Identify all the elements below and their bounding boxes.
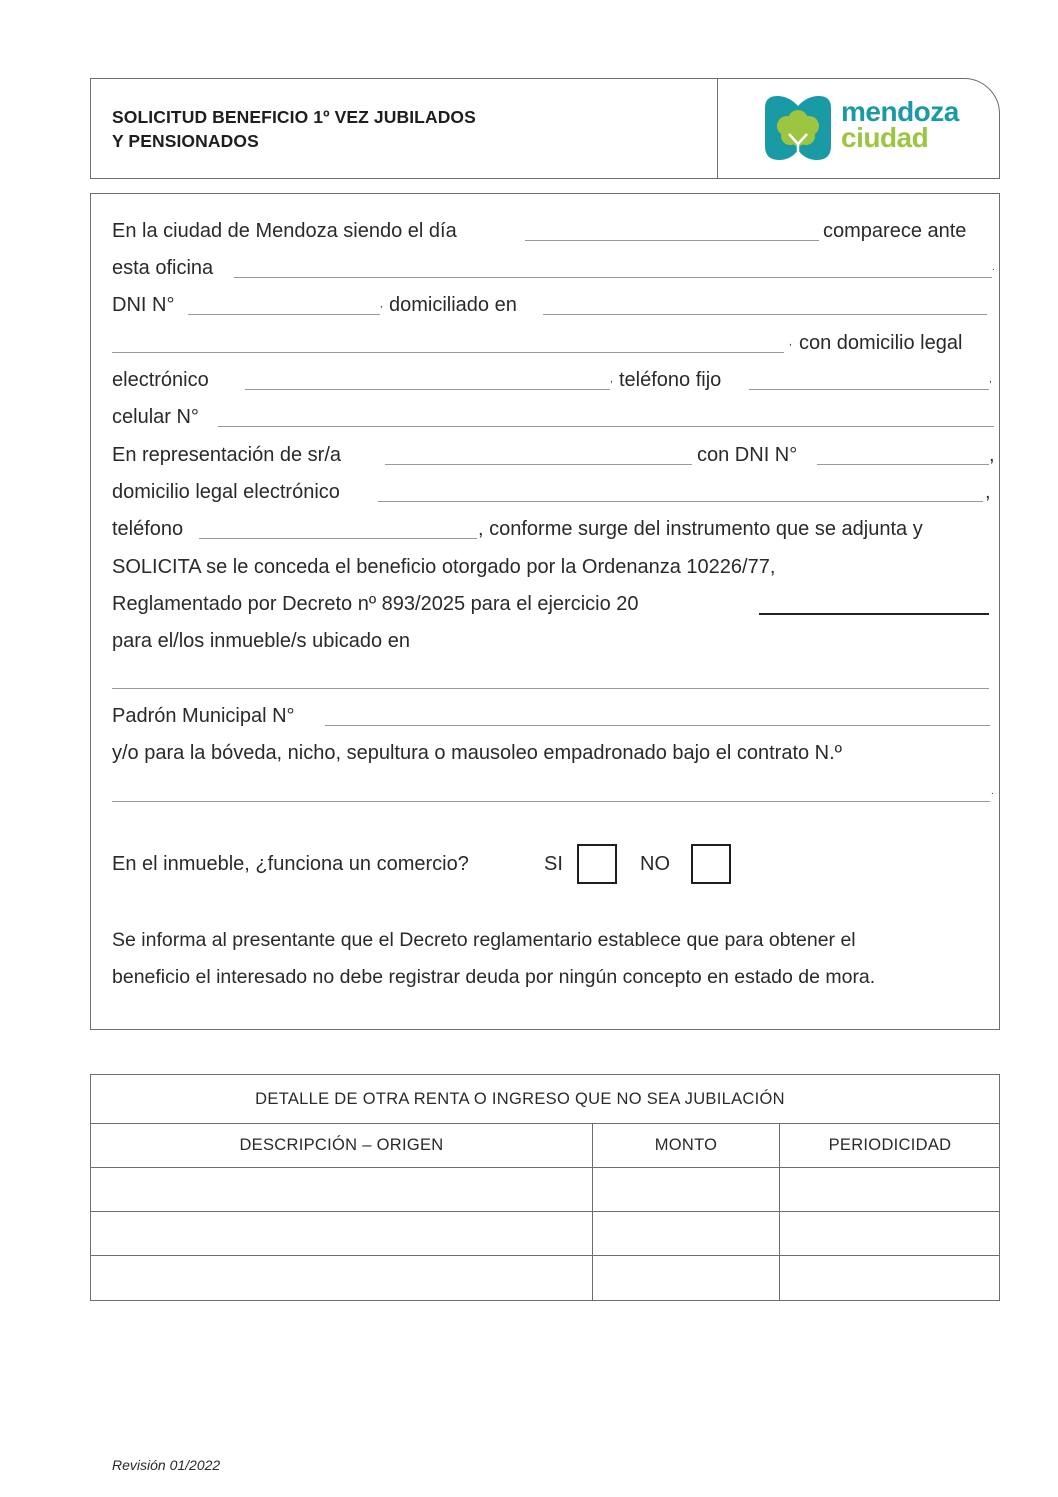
label-legal-domicile: con domicilio legal <box>799 332 963 354</box>
header-divider <box>717 79 718 178</box>
domicile-continued-field[interactable] <box>112 352 784 353</box>
mendoza-tree-m-logo-icon <box>763 94 833 162</box>
table-row <box>91 1255 999 1301</box>
label-rep-dni: con DNI N° <box>697 444 798 466</box>
form-line-email-phone <box>112 365 992 395</box>
description-cell[interactable] <box>91 1256 592 1301</box>
dni-field[interactable] <box>188 314 380 315</box>
form-line-cemetery <box>112 738 989 768</box>
application-form <box>90 193 1000 1030</box>
punct: , <box>380 299 383 310</box>
document-title-line1: SOLICITUD BENEFICIO 1º VEZ JUBILADOS <box>112 107 476 127</box>
representative-dni-field[interactable] <box>817 464 989 465</box>
label-dni: DNI N° <box>112 294 175 316</box>
column-header-periodicity: PERIODICIDAD <box>779 1124 1000 1167</box>
label-cemetery-contract: y/o para la bóveda, nicho, sepultura o mausoleo empadronado bajo el contrato N.º <box>112 742 842 764</box>
label-padron: Padrón Municipal N° <box>112 705 295 727</box>
debt-notice <box>112 922 992 996</box>
table-row <box>91 1211 999 1255</box>
property-address-field[interactable] <box>112 688 989 689</box>
description-cell[interactable] <box>91 1168 592 1211</box>
electronic-domicile-field[interactable] <box>245 389 610 390</box>
punct: . <box>992 262 995 273</box>
punct: , <box>989 444 995 466</box>
form-line-dni <box>112 290 989 320</box>
label-rep-electronic-domicile: domicilio legal electrónico <box>112 481 340 503</box>
form-line-representation <box>112 440 995 470</box>
amount-cell[interactable] <box>592 1256 779 1301</box>
representative-name-field[interactable] <box>385 464 692 465</box>
debt-notice-line1: Se informa al presentante que el Decreto reglamentario establece que para obtener el <box>112 929 856 951</box>
padron-field[interactable] <box>325 725 990 726</box>
description-cell[interactable] <box>91 1212 592 1255</box>
punct: , <box>610 374 613 385</box>
income-table-header-row <box>91 1123 999 1167</box>
column-header-amount: MONTO <box>592 1124 779 1167</box>
label-decree: Reglamentado por Decreto nº 893/2025 para el ejercicio 20 <box>112 593 639 615</box>
form-line-decree <box>112 589 989 619</box>
form-line-rep-email <box>112 477 989 507</box>
date-field[interactable] <box>525 240 819 241</box>
form-line-rep-phone <box>112 514 989 544</box>
label-representation: En representación de sr/a <box>112 444 342 466</box>
no-label: NO <box>640 853 670 875</box>
commerce-yes-checkbox[interactable] <box>577 844 617 884</box>
domicile-field[interactable] <box>543 314 987 315</box>
commerce-no-checkbox[interactable] <box>691 844 731 884</box>
income-table-title: DETALLE DE OTRA RENTA O INGRESO QUE NO SEA JUBILACIÓN <box>255 1089 785 1108</box>
commerce-question <box>112 850 989 890</box>
logo-word-mendoza: mendoza <box>841 96 959 127</box>
logo-word-ciudad: ciudad <box>841 122 929 153</box>
mendoza-ciudad-logo <box>763 94 973 162</box>
form-line-date <box>112 216 989 246</box>
punct: , <box>985 481 991 503</box>
revision-label: Revisión 01/2022 <box>112 1457 221 1473</box>
periodicity-cell[interactable] <box>779 1212 1000 1255</box>
punct: . <box>991 786 994 797</box>
periodicity-cell[interactable] <box>779 1256 1000 1301</box>
contract-number-field[interactable] <box>112 801 990 802</box>
form-line-office <box>112 253 995 283</box>
label-landline: teléfono fijo <box>619 369 722 391</box>
office-field[interactable] <box>234 277 992 278</box>
label-domicile: domiciliado en <box>389 294 517 316</box>
form-line-domicile-cont <box>112 328 989 358</box>
document-title <box>112 105 476 153</box>
landline-field[interactable] <box>749 389 989 390</box>
amount-cell[interactable] <box>592 1212 779 1255</box>
column-header-description: DESCRIPCIÓN – ORIGEN <box>239 1136 444 1154</box>
commerce-question-label: En el inmueble, ¿funciona un comercio? <box>112 853 469 875</box>
fiscal-year-field[interactable] <box>759 613 989 615</box>
label-property-location: para el/los inmueble/s ubicado en <box>112 630 410 652</box>
other-income-table <box>90 1074 1000 1301</box>
form-line-property <box>112 626 989 656</box>
debt-notice-line2: beneficio el interesado no debe registrar deuda por ningún concepto en estado de mora. <box>112 966 876 988</box>
form-line-property-address <box>112 664 989 694</box>
document-title-line2: Y PENSIONADOS <box>112 131 259 151</box>
label-instrument: , conforme surge del instrumento que se adjunta y <box>478 518 923 540</box>
periodicity-cell[interactable] <box>779 1168 1000 1211</box>
label-solicita: SOLICITA se le conceda el beneficio otorgado por la Ordenanza 10226/77, <box>112 556 776 578</box>
label-rep-phone: teléfono <box>112 518 184 540</box>
punct: , <box>789 337 792 348</box>
amount-cell[interactable] <box>592 1168 779 1211</box>
punct: , <box>989 374 992 385</box>
yes-label: SI <box>544 853 563 875</box>
label-comparece: comparece ante <box>823 220 967 242</box>
form-line-padron <box>112 701 989 731</box>
rep-phone-field[interactable] <box>199 538 477 539</box>
rep-electronic-domicile-field[interactable] <box>378 501 983 502</box>
label-office: esta oficina <box>112 257 214 279</box>
form-line-contract <box>112 777 994 807</box>
cellphone-field[interactable] <box>218 426 994 427</box>
table-row <box>91 1167 999 1211</box>
form-line-cell <box>112 402 989 432</box>
form-line-solicita <box>112 552 989 582</box>
label-electronic: electrónico <box>112 369 209 391</box>
form-header <box>90 78 1000 179</box>
label-date: En la ciudad de Mendoza siendo el día <box>112 220 457 242</box>
label-cellphone: celular N° <box>112 406 199 428</box>
